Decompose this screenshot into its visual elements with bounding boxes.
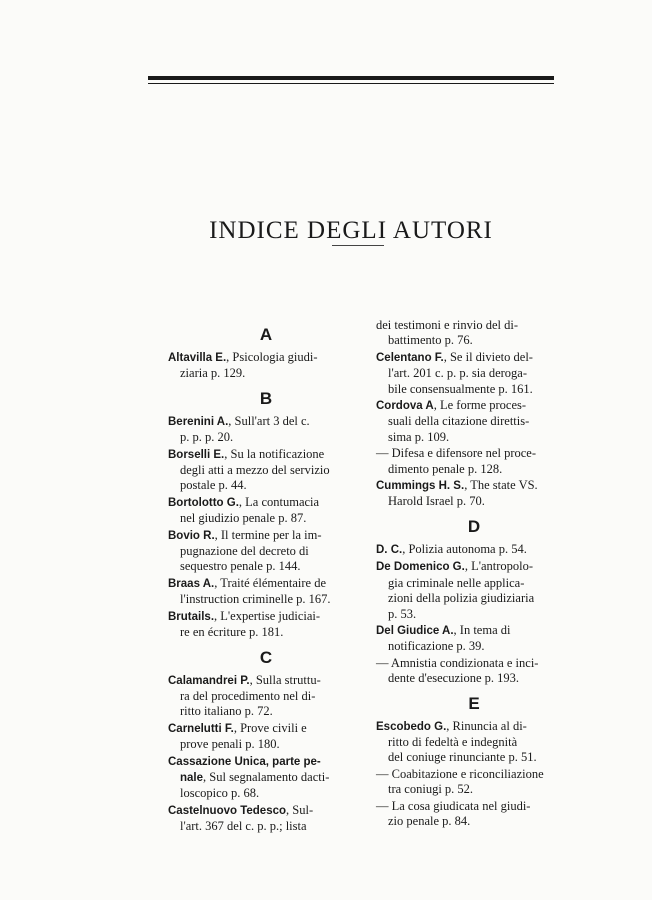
- index-entry: Borselli E., Su la notificazione degli atti a mezzo del servizio postale p. 44.: [168, 446, 330, 493]
- index-entry: Bovio R., Il termine per la im- pugnazione del decreto di sequestro penale p. 144.: [168, 527, 322, 574]
- section-letter: C: [259, 647, 273, 667]
- top-rule-thin: [148, 83, 554, 84]
- index-entry: Bortolotto G., La contumacia nel giudizio penale p. 87.: [168, 494, 320, 526]
- index-subentry: — Difesa e difensore nel proce- dimento penale p. 128.: [376, 446, 536, 476]
- index-entry: Carnelutti F., Prove civili e prove penali p. 180.: [168, 720, 307, 752]
- index-subentry: — Coabitazione e riconciliazione tra coniugi p. 52.: [376, 766, 544, 797]
- author-name: Carnelutti F.: [168, 722, 234, 735]
- index-entry: Cordova A, Le forme proces- suali della citazione direttis- sima p. 109.: [376, 398, 530, 444]
- author-name: Borselli E.: [168, 448, 225, 461]
- author-name: Bovio R.: [168, 529, 215, 542]
- index-entry: D. C., Polizia autonoma p. 54.: [376, 541, 527, 556]
- index-entry: Del Giudice A., In tema di notificazione p. 39.: [376, 622, 511, 654]
- author-name: Del Giudice A.: [376, 624, 454, 637]
- author-name: Brutails.: [168, 610, 215, 623]
- author-name: Escobedo G.: [376, 720, 447, 733]
- index-entry: Brutails., L'expertise judiciai- re en écriture p. 181.: [168, 608, 321, 640]
- index-entry: Calamandrei P., Sulla struttu- ra del procedimento nel di- ritto italiano p. 72.: [168, 672, 321, 719]
- index-column-right: [376, 318, 572, 830]
- index-entry: Cummings H. S., The state VS. Harold Israel p. 70.: [376, 478, 538, 509]
- page-title: INDICE DEGLI AUTORI: [209, 216, 493, 244]
- top-rule-thick: [148, 76, 554, 80]
- index-entry: Altavilla E., Psicologia giudi- ziaria p. 129.: [168, 350, 318, 381]
- author-name: Altavilla E.: [168, 352, 227, 364]
- author-name: Cordova A: [376, 400, 434, 413]
- author-name: Bortolotto G.: [168, 496, 239, 509]
- index-entry-continuation: dei testimoni e rinvio del di- battimento p. 76.: [376, 318, 518, 348]
- index-subentry: — La cosa giudicata nel giudi- zio penale p. 84.: [376, 798, 531, 828]
- index-entry: Castelnuovo Tedesco, Sul- l'art. 367 del c. p. p.; lista: [168, 802, 314, 834]
- section-letter: D: [467, 516, 481, 536]
- index-column-left: [168, 318, 364, 836]
- section-letter: A: [259, 325, 273, 344]
- author-name: Castelnuovo Tedesco: [168, 804, 287, 817]
- author-name: nale: [180, 771, 204, 784]
- index-entry: Celentano F., Se il divieto del- l'art. 201 c. p. p. sia deroga- bile consensualmente p. 161.: [376, 349, 533, 396]
- author-name: Celentano F.: [376, 351, 444, 364]
- section-letter: B: [259, 388, 273, 408]
- author-name: De Domenico G.: [376, 561, 465, 574]
- section-letter: E: [468, 693, 480, 713]
- title-underline: [332, 245, 384, 246]
- author-name: Berenini A.: [168, 415, 229, 428]
- index-entry: Escobedo G., Rinuncia al di- ritto di fedeltà e indegnità del coniuge rinunciante p. 51.: [376, 718, 537, 765]
- author-name: Calamandrei P.: [168, 674, 250, 687]
- index-entry: Cassazione Unica, parte pe- nale, Sul segnalamento dacti- loscopico p. 68.: [168, 755, 330, 801]
- author-name: Braas A.: [168, 577, 215, 590]
- index-entry: Braas A., Traité élémentaire de l'instruction criminelle p. 167.: [168, 575, 331, 607]
- index-subentry: — Amnistia condizionata e inci- dente d'esecuzione p. 193.: [376, 655, 539, 686]
- index-entry: Berenini A., Sull'art 3 del c. p. p. p. 20.: [168, 413, 310, 445]
- author-name: Cassazione Unica, parte pe-: [168, 755, 321, 768]
- index-entry: De Domenico G., L'antropolo- gia criminale nelle applica- zioni della polizia giudiziaria p. 53.: [376, 559, 535, 621]
- author-name: Cummings H. S.: [376, 480, 465, 493]
- author-name: D. C.: [376, 543, 403, 556]
